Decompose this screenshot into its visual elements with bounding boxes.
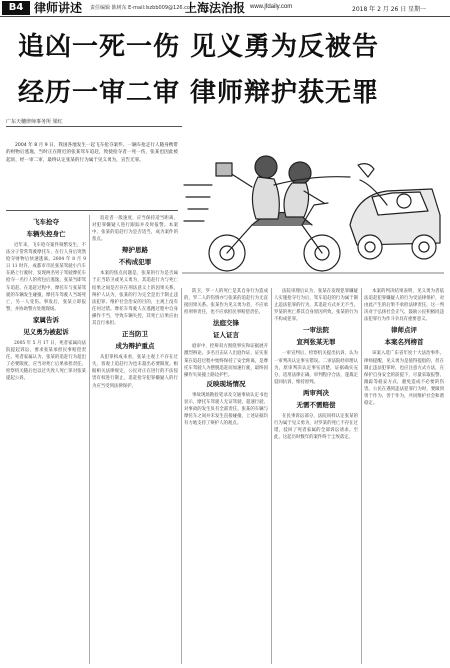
col1-subheading-2: 见义勇为被起诉: [23, 327, 69, 336]
col2-subheading-2: 成为辩护重点: [115, 342, 155, 351]
editor-line: 责任编辑 陈树东 E-mail:lszbb009@126.com: [90, 5, 195, 11]
col3-text-3: 事故现场勘验笔录及交通事故认定书也显示，摩托车驾驶人无证驾驶、超速行驶，对事故的发生负有全部责任。张某的车辆与摩托车之间并未发生直接碰撞，上述证据均有力地支持了辩护人的观点。: [184, 392, 268, 427]
column-divider: [89, 215, 90, 664]
paper-name: 上海法治报: [185, 1, 246, 15]
col5-text-2: 该案入选广东省年度十大法治事件。律师提醒，见义勇为是值得提倡的，但在制止违法犯罪时，也应注意方式方法，在保护自身安全的前提下，尽量采取报警、跟踪等稳妥方式，避免造成不必要的伤害。公民在遇到违法犯罪行为时，要做到勇于作为、善于作为，共同维护社会和谐稳定。: [364, 351, 444, 407]
col4-text-2: 一审宣判后，检察机关提出抗诉，认为一审判决认定事实错误。二审法院经审理认为，原审判决认定事实清楚，证据确实充分，适用法律正确，审判程序合法，遂裁定驳回抗诉，维持原判。: [274, 351, 358, 385]
column-2: [92, 215, 178, 664]
col2-heading: 辩护思路: [122, 246, 148, 255]
issue-date: 2018 年 2 月 26 日 星期一: [352, 6, 427, 13]
column-divider: [181, 288, 182, 664]
col4-subheading: 宣判张某无罪: [296, 338, 336, 347]
col5-subheading: 本案名列榜首: [384, 338, 424, 347]
col3-text-2: 庭审中，控辩双方围绕事实和证据展开激烈辩论。多名目击证人出庭作证，证实张某在追赶过程中始终保持了安全距离，是摩托车驾驶人为摆脱追赶而加速行驶，最终因操作失误撞上路边护栏。: [184, 344, 268, 378]
col3-subheading: 证人证言: [213, 331, 239, 340]
column-3: [184, 288, 268, 664]
column-5: [364, 288, 444, 664]
byline: 广东天穗律师事务所 梁红: [6, 119, 63, 125]
intro-rule: [6, 210, 178, 211]
col3-heading: 法庭交锋: [213, 319, 239, 328]
col4-heading-2: 两审判决: [303, 388, 329, 397]
illustration: [182, 125, 444, 283]
col1-subheading: 车辆失控身亡: [26, 230, 66, 238]
section-title: 律师讲述: [34, 1, 83, 15]
col2-text-2: 本案的焦点问题是，张某的行为是否属于正当防卫或见义勇为，其追赶行为与死亡结果之间是否存在刑法意义上的因果关系。辩护人认为，张某的行为完全是出于制止违法犯罪、维护社会治安的目的，主观上没有任何过错。摩托车驾驶人在逃跑过程中自身操作不当，导致车辆失控，其死亡后果应由其自行承担。: [92, 271, 178, 327]
col1-heading: 飞车抢夺: [33, 218, 59, 226]
col5-heading: 律师点评: [391, 326, 417, 335]
intro-paragraph: 2004 年 8 月 9 日，我国各地发生一起飞车抢夺案件。一辆车抢走行人随身携带的财物后逃逸，当时正在附近的张某驾车追赶，致使抢夺者一死一伤，张某也因此被起诉，经一审二审，最终认定张某的行为属于见义勇为，宣告无罪。: [6, 143, 178, 163]
col2-text-3: 从犯罪构成来看，张某主观上不存在过失，客观上追赶行为也未超出必要限度。根据相关法律规定，公民对正在进行的不法侵害有权进行制止，追赶抢夺犯罪嫌疑人的行为应当受到法律保护。: [92, 355, 178, 389]
column-divider: [361, 288, 362, 664]
col5-text: 本案的判决结果表明，见义勇为者依法追赶犯罪嫌疑人的行为受法律保护，对由此产生的后果不承担法律责任。这一判决对于弘扬社会正气、鼓励公民积极同违法犯罪行为作斗争具有重要意义。: [364, 289, 444, 323]
headline-line-1: 追凶一死一伤 见义勇为反被告: [18, 32, 380, 62]
page-number: B4: [2, 1, 30, 15]
paper-url[interactable]: www.jfdaily.com: [250, 4, 293, 10]
motorcycle-chase-illustration: [182, 125, 444, 283]
col3-heading-2: 反映现场情况: [206, 379, 246, 388]
column-4: [274, 288, 358, 664]
col2-heading-2: 正当防卫: [122, 330, 148, 339]
col2-subheading: 不构成犯罪: [118, 258, 152, 267]
column-divider: [271, 288, 272, 664]
col1-heading-2: 家属告诉: [33, 315, 59, 324]
col2-text: 追赶者一般速度，应当保持适当距离，对犯罪嫌疑人进行跟踪并及时报警。本案中，张某的追赶行为是否适当，成为案件的焦点。: [92, 216, 178, 243]
headline-line-2: 经历一审二审 律师辩护获无罪: [18, 78, 380, 108]
col4-text: 法院审理后认为，张某在发现犯罪嫌疑人实施抢夺行为后，驾车追赶的行为属于制止违法犯罪的行为，其追赶方式并无不当。罗某的死亡系其自身原因所致，张某的行为不构成犯罪。: [274, 289, 358, 323]
col1-text: 近年来，飞车抢夺案件频繁发生，不法分子常常驾驶摩托车，在行人身后突然抢夺财物后快速逃离。2004 年 8 月 9 日 11 时许，成都市市民张某驾驶小汽车在路上行驶时，发现两名男子驾驶摩托车抢夺一名行人的挎包后逃逸，张某当即驾车追赶。在追赶过程中，摩托车与张某驾驶的车辆发生碰撞，摩托车驾驶人当场死亡，另一人受伤。事发后，张某立即报警，并协助警方处理现场。: [6, 243, 86, 312]
column-1: [6, 215, 86, 664]
masthead: [0, 0, 450, 17]
col4-text-3: 在民事诉讼部分，法院同样认定张某的行为属于见义勇为，对罗某的死亡不存在过错，驳回了死者家属的全部诉讼请求。至此，这起历时数年的案件终于尘埃落定。: [274, 413, 358, 441]
col4-heading: 一审法院: [303, 326, 329, 335]
col3-text: 防卫，罗一人的死亡是其自身行为造成的，罗二人的伤情亦与张某的追赶行为无直接因果关系。张某作为见义勇为者，不应承担刑事责任，也不应承担民事赔偿责任。: [184, 289, 268, 316]
col1-text-2: 2005 年 5 月 17 日，死者家属向法院提起诉讼，要求张某承担民事赔偿责任。死者家属认为，张某的追赶行为超出了必要限度，应当对死亡后果承担责任。检察机关随后也以过失致人死亡罪对张某提起公诉。: [6, 340, 86, 382]
col4-subheading-2: 无需不需赔偿: [296, 400, 336, 409]
